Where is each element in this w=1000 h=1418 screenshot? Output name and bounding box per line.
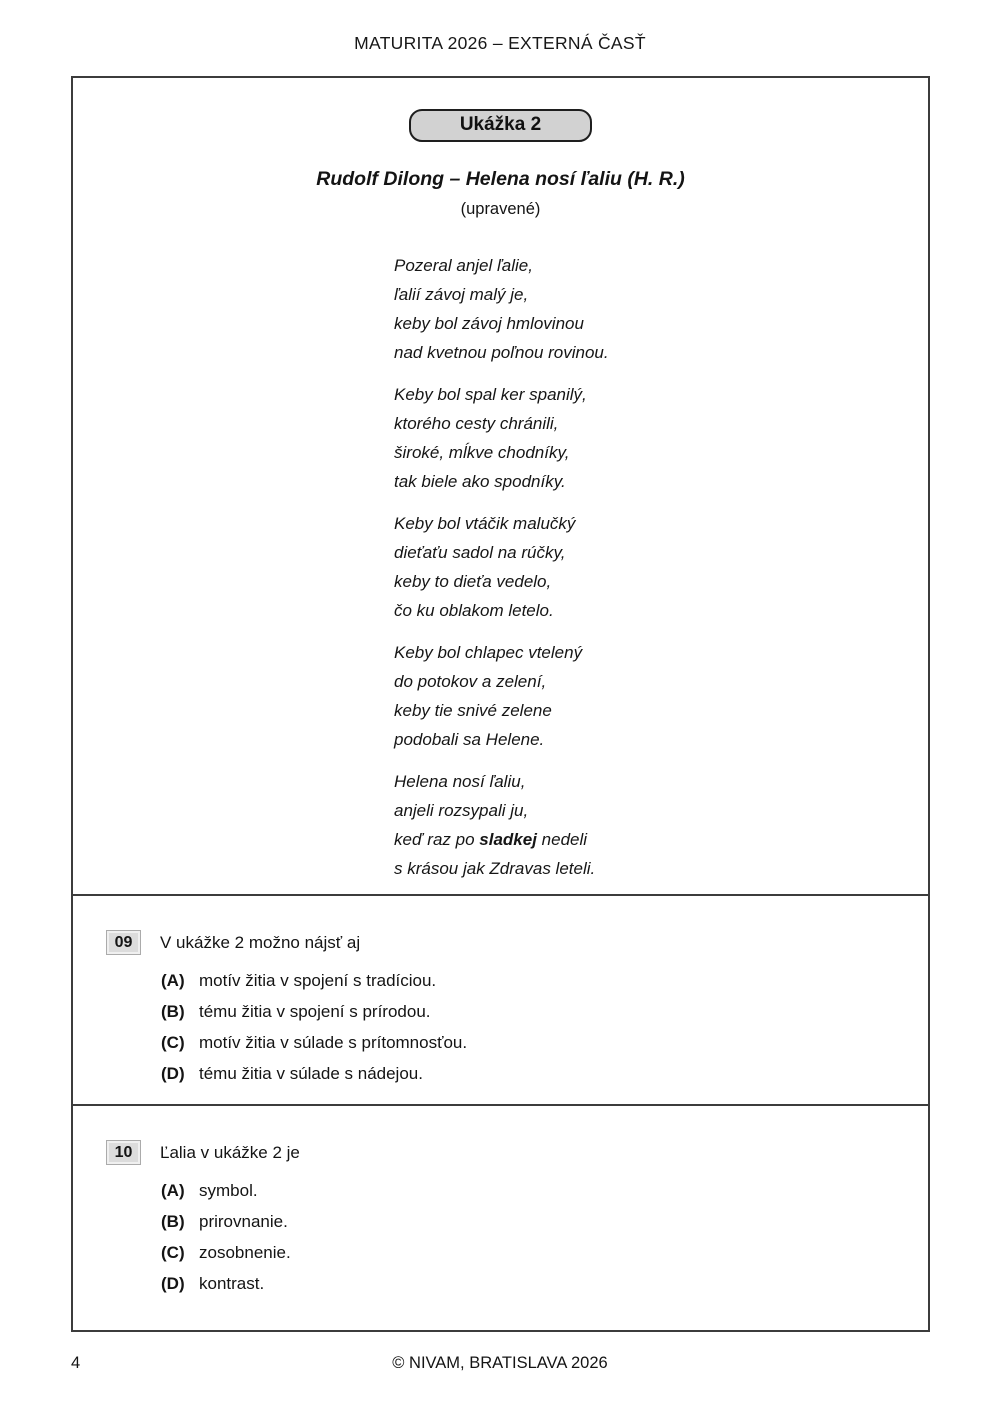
poem-stanza-3 (394, 509, 928, 625)
poem-line: do potokov a zelení, (394, 672, 547, 691)
poem-line: Keby bol chlapec vtelený (394, 643, 583, 662)
poem-line: Pozeral anjel ľalie, (394, 256, 533, 275)
question-10-options (161, 1182, 928, 1293)
option-b (161, 1213, 928, 1231)
poem-line: keby to dieťa vedelo, (394, 572, 552, 591)
poem-line: podobali sa Helene. (394, 730, 545, 749)
poem-line: ktorého cesty chránili, (394, 414, 559, 433)
excerpt-badge: Ukážka 2 (409, 109, 592, 142)
option-c (161, 1244, 928, 1262)
question-09-options (161, 972, 928, 1083)
option-d (161, 1065, 928, 1083)
option-letter: (C) (161, 1033, 185, 1052)
option-text: zosobnenie. (199, 1243, 291, 1262)
poem-line: s krásou jak Zdravas leteli. (394, 859, 596, 878)
question-09-section (73, 896, 928, 1106)
question-10-section (73, 1106, 928, 1330)
excerpt-section (73, 78, 928, 896)
poem-line: Keby bol spal ker spanilý, (394, 385, 587, 404)
option-letter: (C) (161, 1243, 185, 1262)
poem-line: tak biele ako spodníky. (394, 472, 566, 491)
question-number-badge: 10 (106, 1140, 141, 1165)
poem-line-part: nedeli (536, 830, 588, 849)
poem-line: dieťaťu sadol na rúčky, (394, 543, 566, 562)
poem-line: anjeli rozsypali ju, (394, 801, 529, 820)
poem-stanza-5 (394, 767, 928, 883)
poem-line: nad kvetnou poľnou rovinou. (394, 343, 609, 362)
option-letter: (B) (161, 1002, 185, 1021)
option-letter: (D) (161, 1064, 185, 1083)
content-box (71, 76, 930, 1332)
poem-line: ľalií závoj malý je, (394, 285, 529, 304)
option-letter: (A) (161, 1181, 185, 1200)
question-09-header (106, 930, 928, 955)
page-number: 4 (71, 1354, 81, 1372)
poem-line: keby bol závoj hmlovinou (394, 314, 584, 333)
poem-line: čo ku oblakom letelo. (394, 601, 554, 620)
option-text: motív žitia v súlade s prítomnosťou. (199, 1033, 468, 1052)
option-text: tému žitia v súlade s nádejou. (199, 1064, 423, 1083)
option-text: prirovnanie. (199, 1212, 288, 1231)
poem-stanza-1 (394, 251, 928, 367)
option-a (161, 1182, 928, 1200)
option-letter: (A) (161, 971, 185, 990)
poem-line: Helena nosí ľaliu, (394, 772, 526, 791)
poem-stanza-2 (394, 380, 928, 496)
option-text: kontrast. (199, 1274, 265, 1293)
option-letter: (B) (161, 1212, 185, 1231)
poem-line-part: keď raz po (394, 830, 480, 849)
option-text: tému žitia v spojení s prírodou. (199, 1002, 431, 1021)
question-prompt: V ukážke 2 možno nájsť aj (160, 932, 361, 952)
question-prompt: Ľalia v ukážke 2 je (160, 1142, 300, 1162)
poem-line: keby tie snivé zelene (394, 701, 552, 720)
option-b (161, 1003, 928, 1021)
page-header-title: MATURITA 2026 – EXTERNÁ ČASŤ (354, 33, 646, 53)
poem (394, 251, 928, 883)
option-letter: (D) (161, 1274, 185, 1293)
excerpt-subtitle: (upravené) (460, 200, 541, 218)
excerpt-title: Rudolf Dilong – Helena nosí ľaliu (H. R.) (316, 168, 685, 190)
poem-line (394, 825, 928, 854)
question-10-header (106, 1140, 928, 1165)
poem-line: Keby bol vtáčik malučký (394, 514, 576, 533)
poem-bold-word: sladkej (479, 830, 537, 849)
poem-line: široké, mĺkve chodníky, (394, 443, 570, 462)
option-text: symbol. (199, 1181, 258, 1200)
copyright: © NIVAM, BRATISLAVA 2026 (392, 1354, 608, 1372)
option-c (161, 1034, 928, 1052)
poem-stanza-4 (394, 638, 928, 754)
question-number-badge: 09 (106, 930, 141, 955)
option-text: motív žitia v spojení s tradíciou. (199, 971, 437, 990)
option-a (161, 972, 928, 990)
option-d (161, 1275, 928, 1293)
